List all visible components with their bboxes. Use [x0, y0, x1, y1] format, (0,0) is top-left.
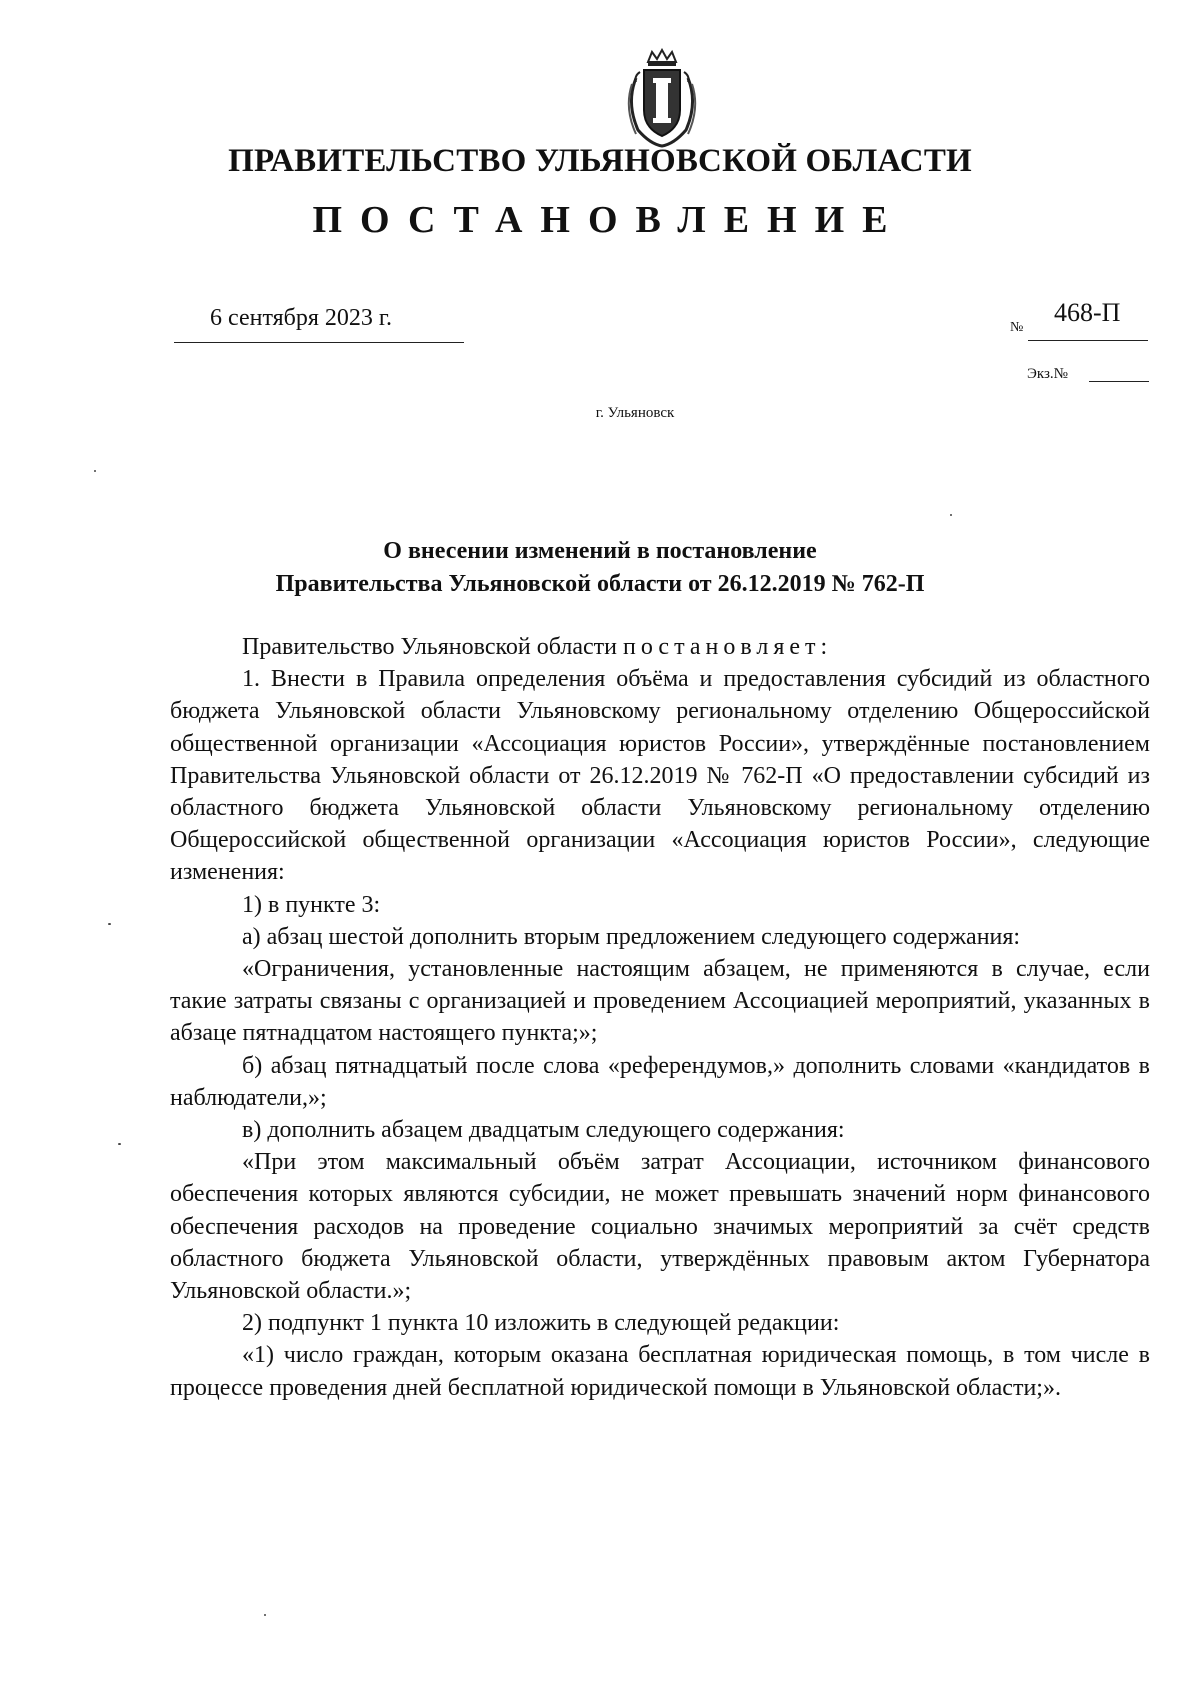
body-paragraph: в) дополнить абзацем двадцатым следующего содержания: — [242, 1117, 845, 1144]
number-label: № — [1010, 320, 1024, 335]
document-type-title: ПОСТАНОВЛЕНИЕ — [312, 199, 906, 241]
scan-speck — [950, 514, 952, 516]
document-date: 6 сентября 2023 г. — [210, 305, 393, 331]
body-paragraph: 1. Внести в Правила определения объёма и предоставления субсидий из областного бюджета Ульяновской области Ульяновскому региональному отделению Общероссийской общественной организации «Ассоциация юристов России», утверждённые постановлением Правительства Ульяновской области от 26.12.2019 № 762-П «О предоставлении субсидий из областного бюджета Ульяновской области Ульяновскому региональному отделению Общероссийской общественной организации «Ассоциация юристов России», следующие изменения: — [170, 666, 1150, 886]
preamble-subject: Правительство Ульяновской области — [242, 634, 617, 660]
government-title: ПРАВИТЕЛЬСТВО УЛЬЯНОВСКОЙ ОБЛАСТИ — [228, 143, 972, 179]
body-paragraph: б) абзац пятнадцатый после слова «референдумов,» дополнить словами «кандидатов в наблюдатели,»; — [170, 1052, 1150, 1111]
preamble — [170, 631, 1150, 663]
document-heading — [0, 535, 1200, 601]
body-paragraph: а) абзац шестой дополнить вторым предложением следующего содержания: — [242, 923, 1021, 950]
city: г. Ульяновск — [595, 405, 675, 421]
number-underline — [1028, 340, 1148, 341]
document-body — [170, 631, 1150, 1404]
document-number: 468-П — [1054, 298, 1121, 327]
copy-number-underline — [1089, 381, 1149, 382]
date-underline — [174, 342, 464, 343]
preamble-verb: постановляет: — [622, 634, 833, 660]
body-paragraph: «1) число граждан, которым оказана бесплатная юридическая помощь, в том числе в процессе проведения дней бесплатной юридической помощи в Ульяновской области;». — [170, 1342, 1150, 1401]
body-paragraph: 1) в пункте 3: — [242, 891, 381, 918]
body-paragraph: 2) подпункт 1 пункта 10 изложить в следующей редакции: — [242, 1310, 840, 1337]
coat-of-arms-emblem — [622, 48, 702, 148]
heading-line-1: О внесении изменений в постановление — [383, 538, 817, 564]
scan-speck — [108, 923, 111, 925]
body-paragraph: «При этом максимальный объём затрат Ассоциации, источником финансового обеспечения которых являются субсидии, не может превышать значений норм финансового обеспечения расходов на проведение социально значимых мероприятий за счёт средств областного бюджета Ульяновской области, утверждённых правовым актом Губернатора Ульяновской области.»; — [170, 1149, 1150, 1305]
heading-line-2: Правительства Ульяновской области от 26.12.2019 № 762-П — [275, 571, 925, 597]
scan-speck — [264, 1614, 266, 1616]
body-paragraph: «Ограничения, установленные настоящим абзацем, не применяются в случае, если такие затраты связаны с организацией и проведением Ассоциацией мероприятий, указанных в абзаце пятнадцатом настоящего пункта;»; — [170, 956, 1150, 1047]
copy-number-label: Экз.№ — [1027, 366, 1068, 382]
scan-speck — [94, 470, 96, 472]
scan-speck — [118, 1143, 121, 1145]
